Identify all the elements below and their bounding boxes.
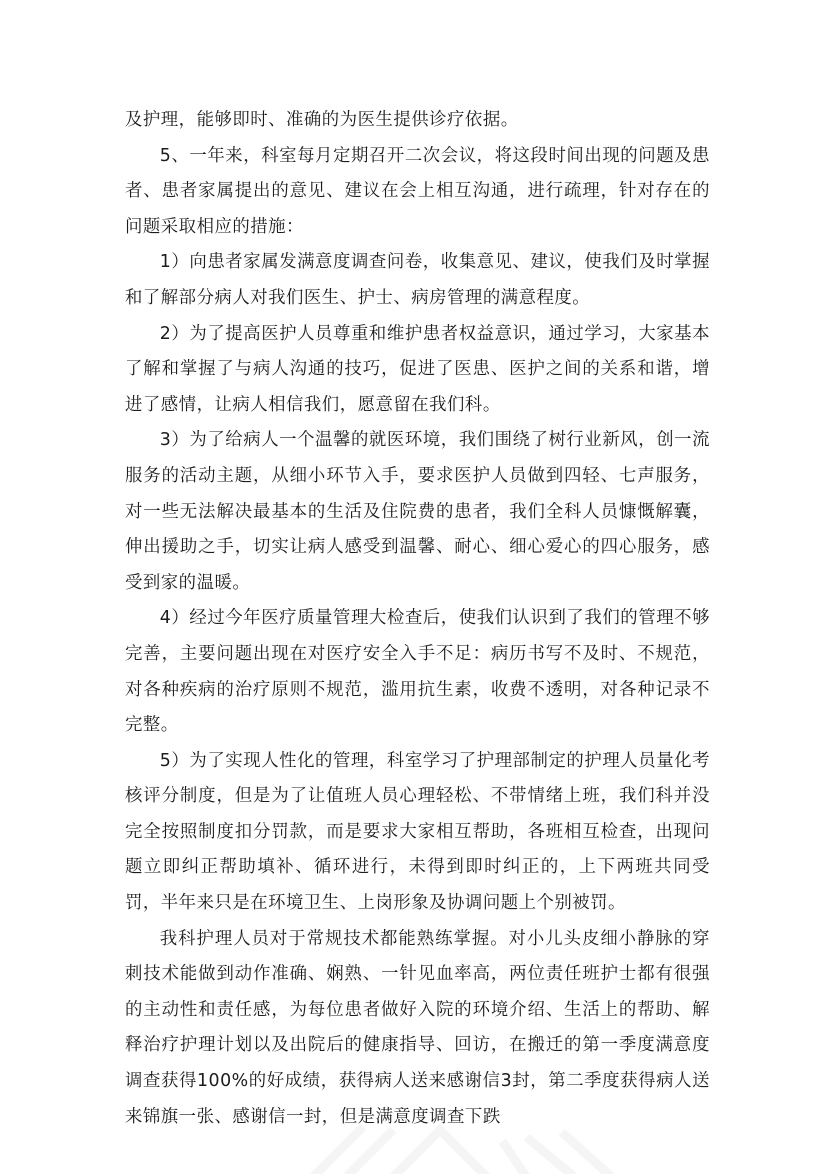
paragraph-item-3: 3）为了给病人一个温馨的就医环境，我们围绕了树行业新风，创一流服务的活动主题，从细小环节入手，要求医护人员做到四轻、七声服务，对一些无法解决最基本的生活及住院费的患者，我们全科人员慷慨解囊，伸出援助之手，切实让病人感受到温馨、耐心、细心爱心的四心服务，感受到家的温暖。 bbox=[125, 430, 710, 593]
paragraph-continued: 及护理，能够即时、准确的为医生提供诊疗依据。 bbox=[125, 110, 519, 130]
paragraph-nursing-skills: 我科护理人员对于常规技术都能熟练掌握。对小儿头皮细小静脉的穿刺技术能做到动作准确、娴熟、一针见血率高，两位责任班护士都有很强的主动性和责任感，为每位患者做好入院的环境介绍、生活上的帮助、解释治疗护理计划以及出院后的健康指导、回访，在搬迁的第一季度满意度调查获得100%的好成绩，获得病人送来感谢信3封，第二季度获得病人送来锦旗一张、感谢信一封，但是满意度调查下跌 bbox=[125, 928, 710, 1127]
paragraph-meeting: 5、一年来，科室每月定期召开二次会议，将这段时间出现的问题及患者、患者家属提出的意见、建议在会上相互沟通，进行疏理，针对存在的问题采取相应的措施： bbox=[125, 145, 710, 237]
paragraph-item-4: 4）经过今年医疗质量管理大检查后，使我们认识到了我们的管理不够完善，主要问题出现在对医疗安全入手不足：病历书写不及时、不规范，对各种疾病的治疗原则不规范，滥用抗生素，收费不透明，对各种记录不完整。 bbox=[125, 608, 710, 736]
paragraph-item-2: 2）为了提高医护人员尊重和维护患者权益意识，通过学习，大家基本了解和掌握了与病人沟通的技巧，促进了医患、医护之间的关系和谐，增进了感情，让病人相信我们，愿意留在我们科。 bbox=[125, 323, 710, 415]
document-body bbox=[125, 103, 710, 1135]
paragraph-item-5: 5）为了实现人性化的管理，科室学习了护理部制定的护理人员量化考核评分制度，但是为了让值班人员心理轻松、不带情绪上班，我们科并没完全按照制度扣分罚款，而是要求大家相互帮助，各班相互检查，出现问题立即纠正帮助填补、循环进行，未得到即时纠正的，上下两班共同受罚，半年来只是在环境卫生、上岗形象及协调问题上个别被罚。 bbox=[125, 750, 710, 914]
paragraph-item-1: 1）向患者家属发满意度调查问卷，收集意见、建议，使我们及时掌握和了解部分病人对我们医生、护士、病房管理的满意程度。 bbox=[125, 252, 710, 308]
